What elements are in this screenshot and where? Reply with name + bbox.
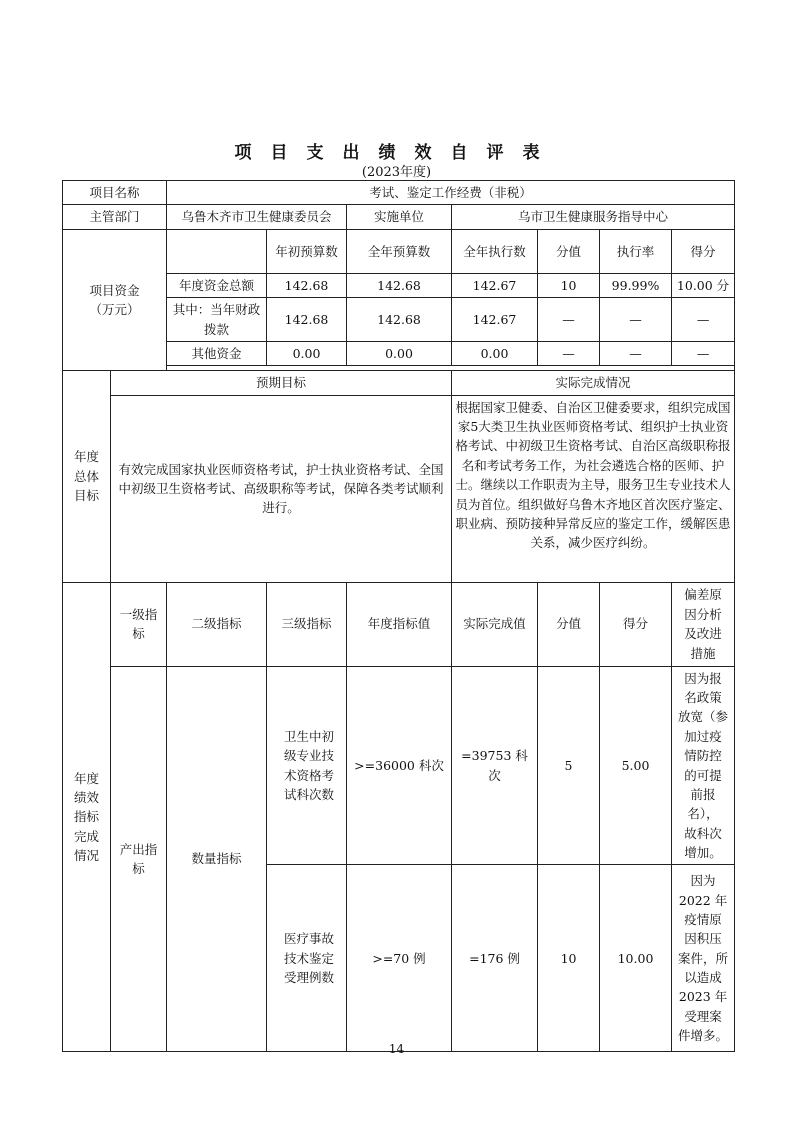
goals-expected-text: 有效完成国家执业医师资格考试，护士执业资格考试、全国中初级卫生资格考试、高级职称等考试，保障各类考试顺利进行。	[111, 395, 452, 582]
impl-unit-value: 乌市卫生健康服务指导中心	[452, 205, 735, 229]
ind-row-score-value: 10	[538, 865, 600, 1052]
funds-header-executed: 全年执行数	[452, 229, 538, 273]
year-subtitle: (2023年度)	[361, 165, 432, 180]
funds-cell: 142.68	[267, 273, 347, 297]
ind-row-deviation: 因为报 名政策 放宽（参 加过疫 情防控 的可提 前报名）， 故科次 增加。	[672, 666, 735, 865]
indicators-label-text: 年度 绩效 指标 完成 情况	[73, 770, 99, 864]
funds-cell: 0.00	[452, 341, 538, 365]
ind-row-level3: 卫生中初 级专业技 术资格考 试科次数	[267, 666, 347, 865]
goals-actual-text: 根据国家卫健委、自治区卫健委要求，组织完成国家5大类卫生执业医师资格考试、组织护士执业资格考试、中初级卫生资格考试、自治区高级职称报名和考试考务工作，为社会遴选合格的医师、护士。继续以工作职责为主导，服务卫生专业技术人员为首位。组织做好乌鲁木齐地区首次医疗鉴定、职业病、预防接种异常反应的鉴定工作，缓解医患关系，减少医疗纠纷。	[452, 395, 735, 582]
page-number: 14	[388, 1042, 405, 1056]
ind-header-deviation: 偏差原 因分析 及改进 措施	[672, 582, 735, 666]
goals-expected-header: 预期目标	[111, 371, 452, 395]
ind-header-target: 年度指标值	[347, 582, 452, 666]
ind-header-score: 得分	[600, 582, 672, 666]
funds-header-blank	[167, 229, 267, 273]
ind-row-score: 5.00	[600, 666, 672, 865]
ind-level2: 数量指标	[167, 666, 267, 1052]
ind-row-target: >=70 例	[347, 865, 452, 1052]
funds-row-fiscal-label: 其中：当年财政拨款	[167, 298, 267, 342]
page-title: 项目支出绩效自评表	[234, 143, 559, 163]
goals-label	[63, 371, 111, 582]
project-name-label: 项目名称	[63, 181, 167, 205]
funds-header-exec-rate: 执行率	[600, 229, 672, 273]
funds-cell: 10.00 分	[672, 273, 735, 297]
ind-header-level2: 二级指标	[167, 582, 267, 666]
funds-row-total-label: 年度资金总额	[167, 273, 267, 297]
impl-unit-label: 实施单位	[347, 205, 452, 229]
ind-row-score-value: 5	[538, 666, 600, 865]
ind-row-score: 10.00	[600, 865, 672, 1052]
funds-cell: —	[538, 341, 600, 365]
funds-row-other-label: 其他资金	[167, 341, 267, 365]
funds-cell: 0.00	[347, 341, 452, 365]
ind-row-actual: =39753 科次	[452, 666, 538, 865]
ind-row-actual: =176 例	[452, 865, 538, 1052]
funds-cell: —	[538, 298, 600, 342]
funds-cell: 0.00	[267, 341, 347, 365]
funds-header-score: 得分	[672, 229, 735, 273]
ind-header-level1: 一级指 标	[111, 582, 167, 666]
goals-actual-header: 实际完成情况	[452, 371, 735, 395]
funds-cell: —	[672, 298, 735, 342]
goals-label-text: 年度 总体 目标	[73, 449, 99, 504]
funds-cell: 142.68	[347, 298, 452, 342]
project-name-value: 考试、鉴定工作经费（非税）	[167, 181, 735, 205]
funds-cell: —	[672, 341, 735, 365]
dept-label: 主管部门	[63, 205, 167, 229]
performance-table	[62, 180, 735, 1052]
indicators-label	[63, 582, 111, 1052]
funds-cell: 99.99%	[600, 273, 672, 297]
funds-cell: 142.67	[452, 298, 538, 342]
ind-header-actual: 实际完成值	[452, 582, 538, 666]
funds-cell: 142.68	[347, 273, 452, 297]
ind-row-deviation: 因为 2022 年 疫情原 因积压 案件，所 以造成 2023 年 受理案 件增多。	[672, 865, 735, 1052]
funds-cell: 142.67	[452, 273, 538, 297]
funds-header-initial-budget: 年初预算数	[267, 229, 347, 273]
funds-cell: —	[600, 341, 672, 365]
dept-value: 乌鲁木齐市卫生健康委员会	[167, 205, 347, 229]
ind-header-level3: 三级指标	[267, 582, 347, 666]
funds-header-annual-budget: 全年预算数	[347, 229, 452, 273]
ind-row-target: >=36000 科次	[347, 666, 452, 865]
ind-header-score-value: 分值	[538, 582, 600, 666]
funds-header-score-value: 分值	[538, 229, 600, 273]
funds-cell: —	[600, 298, 672, 342]
funds-label-text: 项目资金 （万元）	[89, 282, 140, 317]
funds-label	[63, 229, 167, 371]
funds-cell: 10	[538, 273, 600, 297]
ind-row-level3: 医疗事故 技术鉴定 受理例数	[267, 865, 347, 1052]
ind-level1: 产出指 标	[111, 666, 167, 1052]
funds-cell: 142.68	[267, 298, 347, 342]
